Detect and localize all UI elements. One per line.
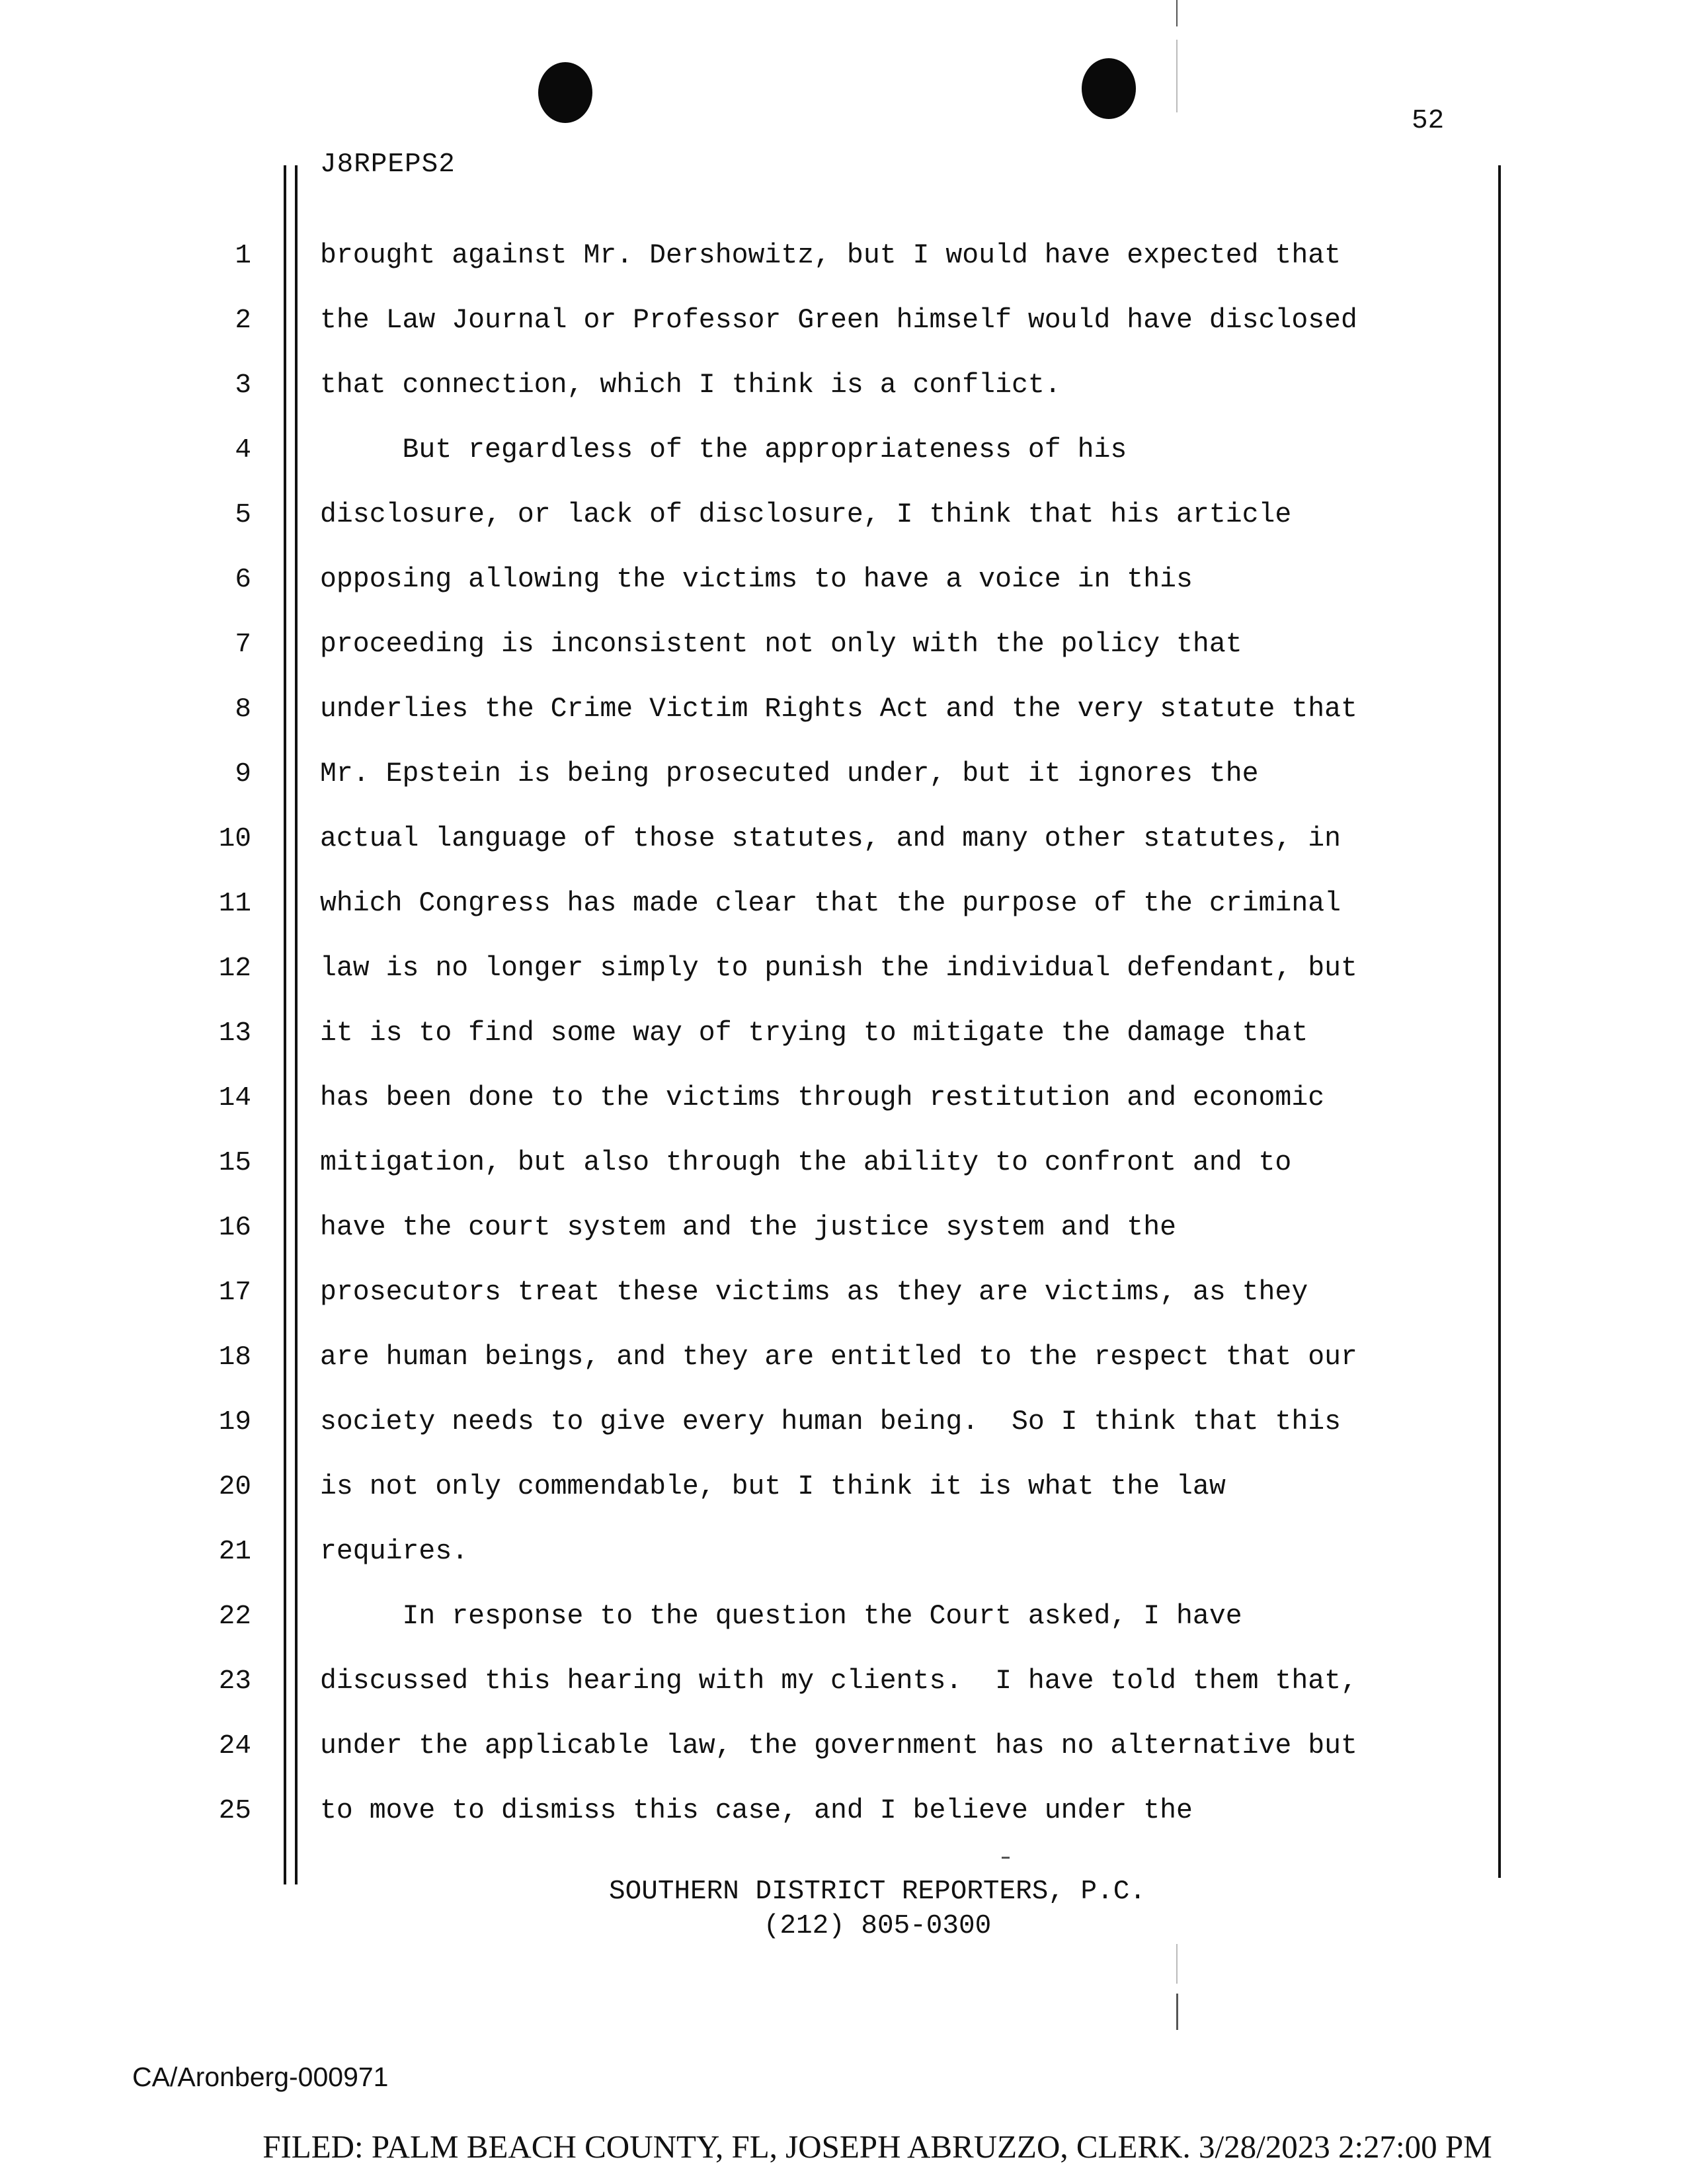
- line-text: the Law Journal or Professor Green himself would have disclosed: [320, 305, 1357, 336]
- line-text: which Congress has made clear that the purpose of the criminal: [320, 888, 1342, 919]
- line-text: has been done to the victims through restitution and economic: [320, 1082, 1325, 1113]
- line-number: 18: [218, 1342, 251, 1373]
- line-text: mitigation, but also through the ability to confront and to: [320, 1147, 1292, 1178]
- hole-punch-right: [1082, 58, 1136, 119]
- transcript-line: [0, 1325, 1682, 1390]
- line-text: it is to find some way of trying to mitigate the damage that: [320, 1018, 1308, 1049]
- line-number: 22: [218, 1601, 251, 1632]
- line-number: 12: [218, 953, 251, 984]
- transcript-line: [0, 288, 1682, 353]
- line-number: 17: [218, 1277, 251, 1308]
- filing-stamp: FILED: PALM BEACH COUNTY, FL, JOSEPH ABRUZZO, CLERK. 3/28/2023 2:27:00 PM: [262, 2128, 1492, 2165]
- line-number: 20: [218, 1472, 251, 1502]
- line-number: 23: [218, 1666, 251, 1697]
- line-text: requires.: [320, 1536, 469, 1567]
- line-text: under the applicable law, the government has no alternative but: [320, 1730, 1357, 1761]
- line-number: 1: [235, 241, 251, 271]
- transcript-line: [0, 1260, 1682, 1325]
- scan-mark-bottom-dots: [1176, 1944, 1178, 1984]
- scan-dot: [1002, 1857, 1010, 1859]
- line-text: brought against Mr. Dershowitz, but I would have expected that: [320, 240, 1342, 271]
- transcript-line: [0, 612, 1682, 677]
- line-text: prosecutors treat these victims as they are victims, as they: [320, 1277, 1308, 1308]
- line-number: 11: [218, 889, 251, 919]
- line-text: society needs to give every human being. So I think that this: [320, 1406, 1342, 1437]
- scan-mark-top-dots: [1176, 40, 1178, 112]
- line-number: 25: [218, 1796, 251, 1826]
- line-number: 13: [218, 1018, 251, 1049]
- transcript-line: [0, 1001, 1682, 1066]
- transcript-line: [0, 807, 1682, 871]
- line-text: is not only commendable, but I think it is what the law: [320, 1471, 1226, 1502]
- line-number: 5: [235, 500, 251, 530]
- transcript-line: [0, 677, 1682, 742]
- line-text: Mr. Epstein is being prosecuted under, but it ignores the: [320, 758, 1259, 789]
- transcript-line: [0, 1779, 1682, 1843]
- bates-number: CA/Aronberg-000971: [132, 2062, 389, 2092]
- transcript-line: [0, 1584, 1682, 1649]
- reporter-phone: (212) 805-0300: [763, 1911, 992, 1941]
- line-number: 7: [235, 629, 251, 660]
- line-text: are human beings, and they are entitled to the respect that our: [320, 1342, 1357, 1373]
- line-text: to move to dismiss this case, and I believe under the: [320, 1795, 1193, 1826]
- line-text: proceeding is inconsistent not only with the policy that: [320, 629, 1242, 660]
- transcript-line: [0, 223, 1682, 288]
- transcript-line: [0, 936, 1682, 1001]
- transcript-line: [0, 1714, 1682, 1779]
- line-number: 16: [218, 1213, 251, 1243]
- transcript-line: [0, 353, 1682, 418]
- line-number: 10: [218, 824, 251, 854]
- line-text: that connection, which I think is a conflict.: [320, 370, 1061, 401]
- line-number: 14: [218, 1083, 251, 1113]
- line-number: 8: [235, 694, 251, 725]
- line-text: underlies the Crime Victim Rights Act and the very statute that: [320, 694, 1357, 725]
- line-number: 19: [218, 1407, 251, 1437]
- line-number: 2: [235, 305, 251, 336]
- hole-punch-left: [538, 62, 592, 123]
- scan-mark-top: [1176, 0, 1178, 26]
- transcript-line: [0, 1131, 1682, 1195]
- line-number: 4: [235, 435, 251, 465]
- line-number: 3: [235, 370, 251, 401]
- transcript-line: [0, 483, 1682, 547]
- transcript-line: [0, 1390, 1682, 1455]
- line-number: 15: [218, 1148, 251, 1178]
- transcript-line: [0, 1519, 1682, 1584]
- transcript-line: [0, 1066, 1682, 1131]
- line-text: have the court system and the justice system and the: [320, 1212, 1177, 1243]
- reporter-firm: SOUTHERN DISTRICT REPORTERS, P.C.: [609, 1877, 1146, 1907]
- line-text: disclosure, or lack of disclosure, I think that his article: [320, 499, 1292, 530]
- transcript-line: [0, 871, 1682, 936]
- transcript-line: [0, 547, 1682, 612]
- line-number: 21: [218, 1537, 251, 1567]
- page-number: 52: [1412, 106, 1445, 136]
- transcript-line: [0, 742, 1682, 807]
- line-number: 24: [218, 1731, 251, 1761]
- case-id: J8RPEPS2: [320, 149, 456, 180]
- line-text: opposing allowing the victims to have a voice in this: [320, 564, 1193, 595]
- line-text: In response to the question the Court asked, I have: [320, 1601, 1242, 1632]
- transcript-line: [0, 1195, 1682, 1260]
- line-text: But regardless of the appropriateness of his: [320, 434, 1127, 465]
- line-text: actual language of those statutes, and many other statutes, in: [320, 823, 1342, 854]
- line-number: 6: [235, 565, 251, 595]
- line-text: law is no longer simply to punish the individual defendant, but: [320, 953, 1357, 984]
- line-text: discussed this hearing with my clients. I have told them that,: [320, 1666, 1357, 1697]
- transcript-line: [0, 1649, 1682, 1714]
- scan-mark-bottom: [1176, 1994, 1178, 2030]
- line-number: 9: [235, 759, 251, 789]
- transcript-line: [0, 418, 1682, 483]
- transcript-line: [0, 1455, 1682, 1519]
